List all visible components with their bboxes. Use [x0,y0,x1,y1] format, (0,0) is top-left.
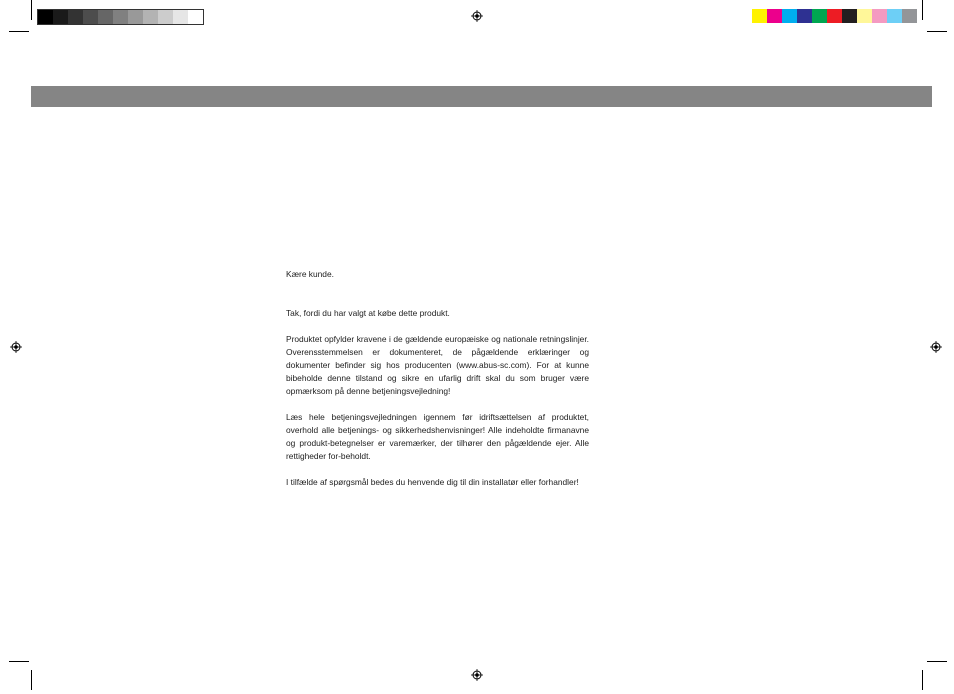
crop-mark [9,661,29,662]
gray-swatch [38,10,53,24]
color-swatch [827,9,842,23]
crop-mark [922,0,923,20]
gray-swatch [53,10,68,24]
contact-paragraph: I tilfælde af spørgsmål bedes du henvende dig til din installatør eller forhandler! [286,477,579,487]
color-swatch [902,9,917,23]
color-swatch [857,9,872,23]
color-swatch [887,9,902,23]
registration-mark-icon [471,10,483,22]
header-band [31,86,932,107]
product-paragraph: Produktet opfylder kravene i de gældende europæiske og nationale retningslinjer. Overensstemmelsen er dokumenteret, de pågældende erklæringer og dokumenter befinder sig hos producenten (www.abus-sc.com). For at kunne bibeholde denne tilstand og sikre en ufarlig drift skal du som bruger være opmærksom på denne betjeningsvejledning! [286,334,589,396]
gray-swatch [143,10,158,24]
registration-mark-icon [471,669,483,681]
gray-swatch [98,10,113,24]
gray-swatch [158,10,173,24]
crop-mark [922,670,923,690]
registration-mark-icon [930,341,942,353]
crop-mark [31,670,32,690]
crop-mark [9,31,29,32]
gray-swatch [173,10,188,24]
color-swatch [872,9,887,23]
gray-swatch [83,10,98,24]
color-swatch [797,9,812,23]
document-body [286,268,589,489]
color-swatch [812,9,827,23]
color-swatch [782,9,797,23]
thanks-paragraph: Tak, fordi du har valgt at købe dette produkt. [286,308,450,318]
crop-mark [927,31,947,32]
read-manual-paragraph: Læs hele betjeningsvejledningen igennem før idriftsættelsen af produktet, overhold alle betjenings- og sikkerhedshenvisninger! Alle indeholdte firmanavne og produkt-betegnelser er varemærker, der tilhører den pågældende ejer. Alle rettigheder for-beholdt. [286,412,589,461]
gray-swatch [113,10,128,24]
gray-swatch [128,10,143,24]
gray-swatch [68,10,83,24]
crop-mark [31,0,32,20]
color-swatch [767,9,782,23]
grayscale-calibration-strip [37,9,204,25]
crop-mark [927,661,947,662]
color-swatch [842,9,857,23]
color-swatch [752,9,767,23]
registration-mark-icon [10,341,22,353]
greeting: Kære kunde. [286,269,334,279]
gray-swatch [188,10,203,24]
color-calibration-strip [752,9,917,23]
